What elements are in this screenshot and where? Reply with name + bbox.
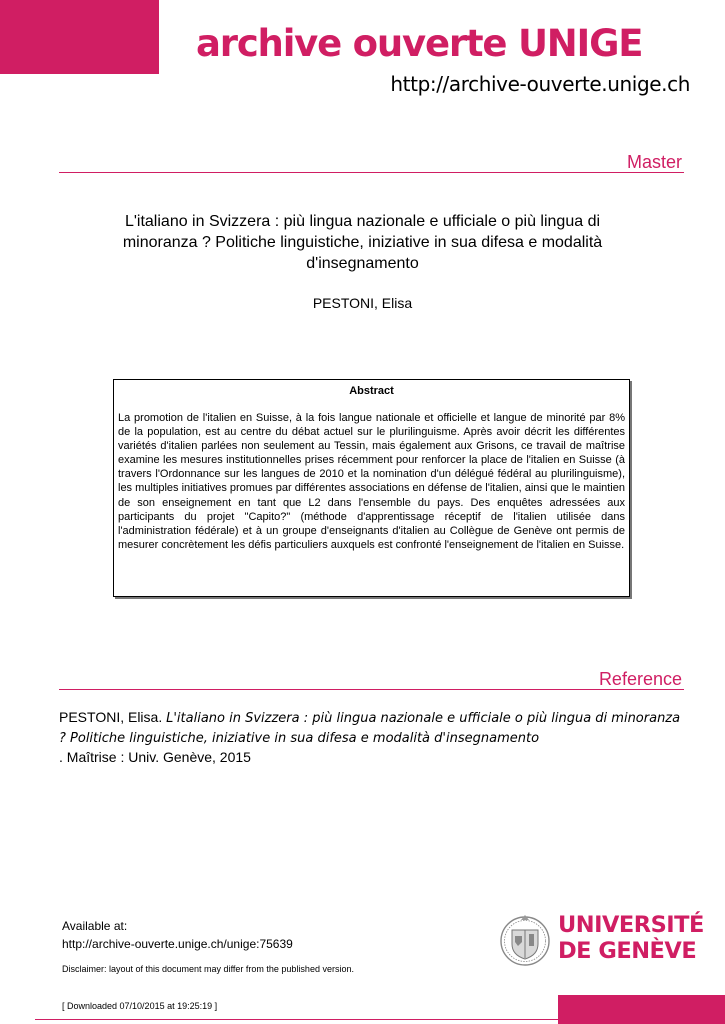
citation [59,708,689,767]
disclaimer: Disclaimer: layout of this document may differ from the published version. [62,964,354,974]
section-divider [59,172,684,173]
abstract-text: La promotion de l'italien en Suisse, à la fois langue nationale et officielle et langue de minorité par 8% de la population, est au centre du débat actuel sur le plurilinguisme. Après avoir décrit les différentes variétés d'italien parlées non seulement au Tessin, mais également aux Grisons, ce travail de maîtrise examine les mesures institutionnelles prises récemment pour renforcer la place de l'italien en Suisse (à travers l'Ordonnance sur les langues de 2010 et la nomination d'un délégué fédéral au plurilinguisme), les multiples initiatives promues par différentes associations en défense de l'italien, ainsi que le maintien de son enseignement en tant que L2 dans l'ensemble du pays. Des enquêtes adressées aux participants du projet "Capito?" (méthode d'apprentissage réceptif de l'italien utilisée dans l'administration fédérale) et à un groupe d'enseignants d'italien au Collègue de Genève ont permis de mesurer concrètement les défis particuliers auxquels est confronté l'enseignement de l'italien en Suisse. [118,412,625,551]
university-seal-icon [499,912,551,970]
available-label: Available at: [62,919,128,933]
section-label-reference: Reference [598,669,682,689]
citation-suffix: . Maîtrise : Univ. Genève, 2015 [59,749,251,765]
header-color-block [0,0,159,74]
brand-url[interactable]: http://archive-ouverte.unige.ch [390,72,690,96]
download-stamp: [ Downloaded 07/10/2015 at 19:25:19 ] [62,1001,218,1011]
university-logo-text [558,912,708,964]
abstract-heading: Abstract [349,385,394,397]
available-url[interactable]: http://archive-ouverte.unige.ch/unige:75639 [62,937,293,951]
document-title: L'italiano in Svizzera : più lingua nazionale e ufficiale o più lingua di minoranza ? Politiche linguistiche, iniziative in sua difesa e modalità d'insegnamento [122,213,603,272]
university-logo-line1: UNIVERSITÉ [558,912,704,938]
abstract-box [113,379,630,597]
section-label-master: Master [626,152,682,172]
citation-title: L'italiano in Svizzera : più lingua nazionale e ufficiale o più lingua di minoranza ? Politiche linguistiche, iniziative in sua difesa e modalità d'insegnamento [59,711,681,746]
citation-author: PESTONI, Elisa. [59,709,163,725]
section-divider [59,689,684,690]
document-author: PESTONI, Elisa [312,295,413,311]
brand-title: archive ouverte UNIGE [196,22,643,65]
university-logo-line2: DE GENÈVE [558,938,697,964]
footer-color-block [558,995,725,1024]
